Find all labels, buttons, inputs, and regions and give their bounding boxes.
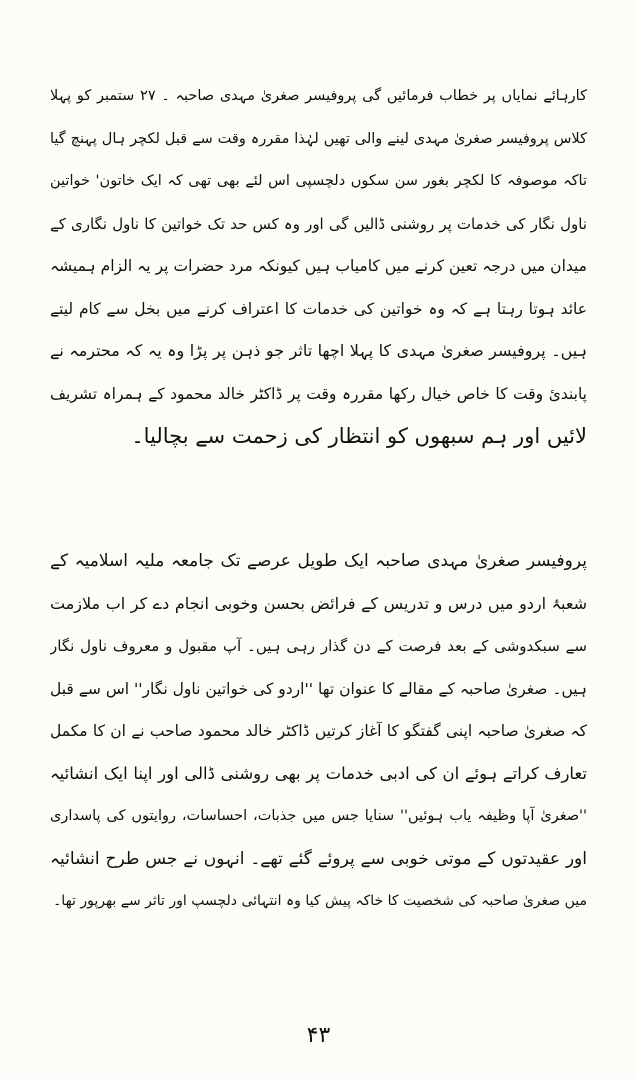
- text-line: پروفیسر صغریٰ مہدی صاحبہ ایک طویل عرصے تک جامعہ ملیہ اسلامیہ کے: [50, 551, 587, 571]
- text-line: پابندئ وقت کا خاص خیال رکھا مقررہ وقت پر ڈاکٹر خالد محمود کے ہمراہ تشریف: [50, 384, 587, 403]
- text-line: ناول نگار کی خدمات پر روشنی ڈالیں گی اور وہ کس حد تک خواتین کا ناول نگاری کے: [50, 214, 587, 233]
- text-line: کلاس پروفیسر صغریٰ مہدی لینے والی تھیں لہٰذا مقررہ وقت سے قبل لکچر ہال پہنچ گیا: [50, 130, 587, 147]
- text-line: میدان میں درجہ تعین کرنے میں کامیاب ہیں کیونکہ مرد حضرات پر یہ الزام ہمیشہ: [50, 257, 587, 275]
- text-line: سے سبکدوشی کے بعد فرصت کے دن گذار رہی ہیں۔ آپ مقبول و معروف ناول نگار: [50, 637, 587, 655]
- text-line: ''صغریٰ آپا وظیفہ یاب ہوئیں'' سنایا جس میں جذبات، احساسات، روایتوں کی پاسداری: [50, 808, 587, 824]
- text-line: تعارف کراتے ہوئے ان کی ادبی خدمات پر بھی روشنی ڈالی اور اپنا ایک انشائیہ: [50, 763, 587, 783]
- text-line: ہیں۔ پروفیسر صغریٰ مہدی کا پہلا اچھا تاثر جو ذہن پر پڑا وہ یہ کہ محترمہ نے: [50, 341, 587, 360]
- paragraph-2: [50, 540, 587, 923]
- text-line: اور عقیدتوں کے موتی خوبی سے پروئے گئے تھے۔ انہوں نے جس طرح انشائیہ: [50, 848, 587, 869]
- text-line: ہیں۔ صغریٰ صاحبہ کے مقالے کا عنوان تھا ''اردو کی خواتین ناول نگار'' اس سے قبل: [50, 679, 587, 698]
- text-line: عائد ہوتا رہتا ہے کہ وہ خواتین کی خدمات کا اعتراف کرنے میں بخل سے کام لیتے: [50, 299, 587, 318]
- text-line: کارہائے نمایاں پر خطاب فرمائیں گی پروفیسر صغریٰ مہدی صاحبہ ۔ ۲۷ ستمبر کو پہلا: [50, 88, 587, 104]
- text-line: تاکہ موصوفہ کا لکچر بغور سن سکوں دلچسپی اس لئے بھی تھی کہ ایک خاتون' خواتین: [50, 173, 587, 189]
- paragraph-1: [50, 75, 587, 458]
- text-line: لائیں اور ہم سبھوں کو انتظار کی زحمت سے بچالیا۔: [131, 424, 587, 448]
- text-line: شعبۂ اردو میں درس و تدریس کے فرائض بحسن وخوبی انجام دے کر اب ملازمت: [50, 593, 587, 613]
- text-line: میں صغریٰ صاحبہ کی شخصیت کا خاکہ پیش کیا وہ انتہائی دلچسپ اور تاثر سے بھرپور تھا۔: [53, 893, 587, 909]
- page-number: ۴۳: [306, 1023, 331, 1048]
- text-line: کہ صغریٰ صاحبہ اپنی گفتگو کا آغاز کرتیں ڈاکٹر خالد محمود صاحب نے ان کا مکمل: [50, 722, 587, 740]
